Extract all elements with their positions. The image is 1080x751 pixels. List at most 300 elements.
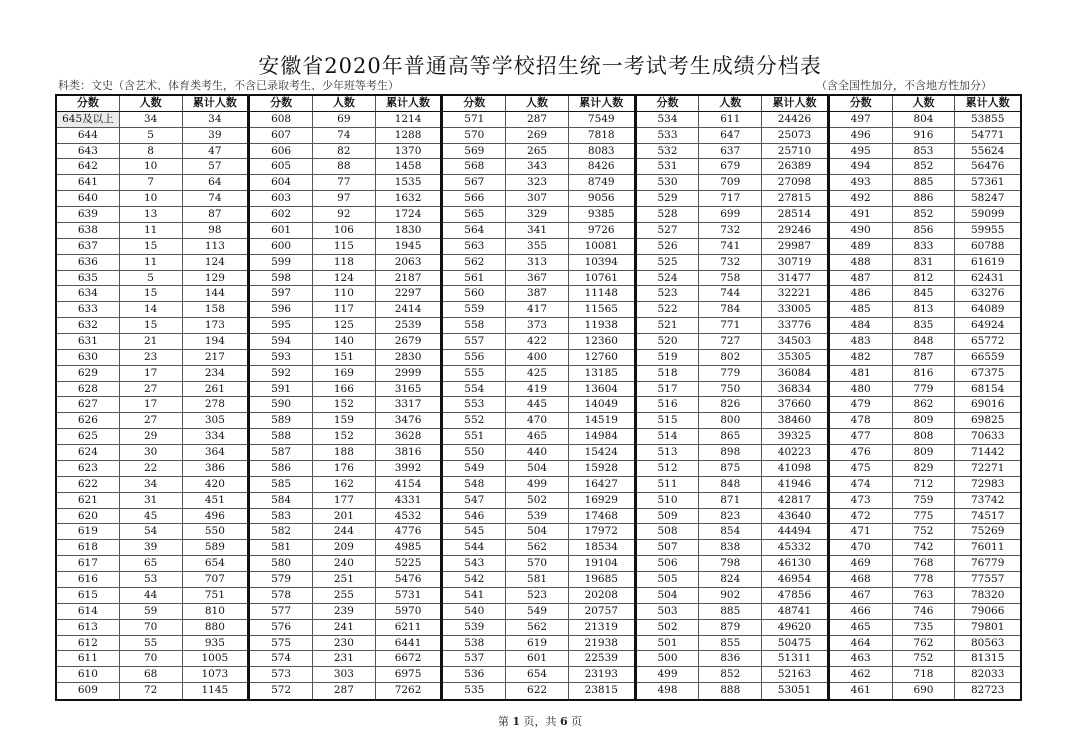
cumulative-cell: 4331 [376, 493, 441, 509]
count-cell: 152 [313, 397, 376, 413]
count-cell: 251 [313, 572, 376, 588]
score-cell: 511 [637, 477, 700, 493]
cumulative-cell: 59955 [955, 223, 1020, 239]
count-cell: 853 [893, 144, 956, 160]
score-cell: 512 [637, 461, 700, 477]
count-cell: 209 [313, 540, 376, 556]
score-cell: 527 [637, 223, 700, 239]
cumulative-cell: 19685 [569, 572, 634, 588]
score-cell: 628 [57, 382, 120, 398]
cumulative-cell: 24426 [762, 112, 827, 128]
count-cell: 718 [893, 667, 956, 683]
cumulative-cell: 79066 [955, 604, 1020, 620]
cumulative-cell: 71442 [955, 445, 1020, 461]
cumulative-cell: 5476 [376, 572, 441, 588]
cumulative-cell: 79801 [955, 620, 1020, 636]
cumulative-cell: 78320 [955, 588, 1020, 604]
cumulative-cell: 46130 [762, 556, 827, 572]
score-cell: 594 [250, 334, 313, 350]
count-cell: 152 [313, 429, 376, 445]
count-cell: 313 [506, 255, 569, 271]
count-cell: 177 [313, 493, 376, 509]
page-footer [0, 713, 1080, 729]
count-cell: 824 [699, 572, 762, 588]
cumulative-cell: 1632 [376, 191, 441, 207]
count-cell: 826 [699, 397, 762, 413]
count-cell: 852 [893, 159, 956, 175]
score-cell: 514 [637, 429, 700, 445]
count-cell: 717 [699, 191, 762, 207]
count-cell: 70 [120, 620, 183, 636]
count-cell: 329 [506, 207, 569, 223]
cumulative-cell: 73742 [955, 493, 1020, 509]
subtitle-row [58, 77, 1022, 93]
score-cell: 510 [637, 493, 700, 509]
cumulative-cell: 14519 [569, 413, 634, 429]
count-cell: 833 [893, 239, 956, 255]
score-cell: 577 [250, 604, 313, 620]
count-cell: 341 [506, 223, 569, 239]
score-cell: 464 [830, 636, 893, 652]
score-cell: 530 [637, 175, 700, 191]
count-cell: 10 [120, 191, 183, 207]
cumulative-cell: 76779 [955, 556, 1020, 572]
cumulative-cell: 1370 [376, 144, 441, 160]
count-cell: 422 [506, 334, 569, 350]
score-cell: 634 [57, 286, 120, 302]
count-cell: 601 [506, 651, 569, 667]
cumulative-cell: 51311 [762, 651, 827, 667]
cumulative-cell: 8426 [569, 159, 634, 175]
score-cell: 640 [57, 191, 120, 207]
count-cell: 307 [506, 191, 569, 207]
count-cell: 45 [120, 509, 183, 525]
score-cell: 466 [830, 604, 893, 620]
score-cell: 624 [57, 445, 120, 461]
count-cell: 732 [699, 223, 762, 239]
score-cell: 518 [637, 366, 700, 382]
cumulative-cell: 38460 [762, 413, 827, 429]
score-cell: 493 [830, 175, 893, 191]
score-cell: 491 [830, 207, 893, 223]
cumulative-cell: 2539 [376, 318, 441, 334]
score-cell: 607 [250, 128, 313, 144]
cumulative-cell: 66559 [955, 350, 1020, 366]
cumulative-cell: 5225 [376, 556, 441, 572]
count-cell: 176 [313, 461, 376, 477]
score-cell: 578 [250, 588, 313, 604]
score-cell: 621 [57, 493, 120, 509]
count-cell: 15 [120, 318, 183, 334]
score-cell: 608 [250, 112, 313, 128]
count-cell: 72 [120, 683, 183, 699]
count-cell: 829 [893, 461, 956, 477]
score-cell: 465 [830, 620, 893, 636]
score-cell: 609 [57, 683, 120, 699]
cumulative-cell: 9726 [569, 223, 634, 239]
cumulative-cell: 217 [183, 350, 248, 366]
count-cell: 741 [699, 239, 762, 255]
cumulative-cell: 49620 [762, 620, 827, 636]
cumulative-cell: 58247 [955, 191, 1020, 207]
cumulative-cell: 37660 [762, 397, 827, 413]
count-cell: 875 [699, 461, 762, 477]
cumulative-cell: 68154 [955, 382, 1020, 398]
score-cell: 564 [443, 223, 506, 239]
score-cell: 483 [830, 334, 893, 350]
score-distribution-table [55, 94, 1022, 701]
score-cell: 544 [443, 540, 506, 556]
column-header: 人数 [893, 96, 956, 112]
cumulative-cell: 1145 [201, 684, 229, 697]
cumulative-cell: 50475 [762, 636, 827, 652]
footer-mid: 页，共 [523, 715, 557, 728]
cumulative-cell: 1005 [183, 651, 248, 667]
score-cell: 610 [57, 667, 120, 683]
score-cell: 638 [57, 223, 120, 239]
score-cell: 501 [637, 636, 700, 652]
score-cell: 484 [830, 318, 893, 334]
count-cell: 343 [506, 159, 569, 175]
column-header: 人数 [699, 96, 762, 112]
score-cell: 507 [637, 540, 700, 556]
score-cell: 636 [57, 255, 120, 271]
score-cell: 549 [443, 461, 506, 477]
score-cell: 500 [637, 651, 700, 667]
score-cell: 471 [830, 524, 893, 540]
score-cell: 576 [250, 620, 313, 636]
score-cell: 517 [637, 382, 700, 398]
cumulative-cell: 4532 [376, 509, 441, 525]
score-cell: 486 [830, 286, 893, 302]
score-cell: 504 [637, 588, 700, 604]
score-cell: 462 [830, 667, 893, 683]
score-cell: 496 [830, 128, 893, 144]
cumulative-cell: 12360 [569, 334, 634, 350]
cumulative-cell: 23815 [584, 684, 618, 697]
count-cell: 97 [313, 191, 376, 207]
count-cell: 303 [313, 667, 376, 683]
count-cell: 8 [120, 144, 183, 160]
score-cell: 534 [637, 112, 700, 128]
score-cell: 595 [250, 318, 313, 334]
count-cell: 823 [699, 509, 762, 525]
category-note: 科类：文史（含艺术、体育类考生，不含已录取考生、少年班等考生） [58, 79, 399, 92]
score-cell: 482 [830, 350, 893, 366]
cumulative-cell: 80563 [955, 636, 1020, 652]
cumulative-cell: 65772 [955, 334, 1020, 350]
score-cell: 541 [443, 588, 506, 604]
cumulative-cell: 39325 [762, 429, 827, 445]
count-cell: 110 [313, 286, 376, 302]
count-cell: 7 [120, 175, 183, 191]
score-cell: 582 [250, 524, 313, 540]
cumulative-cell: 11938 [569, 318, 634, 334]
count-cell: 523 [506, 588, 569, 604]
score-cell: 490 [830, 223, 893, 239]
cumulative-cell: 5970 [376, 604, 441, 620]
cumulative-cell: 13185 [569, 366, 634, 382]
cumulative-cell: 3165 [376, 382, 441, 398]
count-cell: 802 [699, 350, 762, 366]
count-cell: 699 [699, 207, 762, 223]
cumulative-cell: 1288 [376, 128, 441, 144]
count-cell: 916 [893, 128, 956, 144]
count-cell: 5 [120, 128, 183, 144]
score-cell: 586 [250, 461, 313, 477]
cumulative-cell: 72271 [955, 461, 1020, 477]
cumulative-cell: 29246 [762, 223, 827, 239]
score-cell: 600 [250, 239, 313, 255]
score-cell: 589 [250, 413, 313, 429]
count-cell: 888 [699, 683, 762, 699]
cumulative-cell: 810 [183, 604, 248, 620]
cumulative-cell: 31477 [762, 271, 827, 287]
cumulative-cell: 21319 [569, 620, 634, 636]
cumulative-cell: 496 [183, 509, 248, 525]
count-cell: 570 [506, 556, 569, 572]
score-cell: 525 [637, 255, 700, 271]
count-cell: 768 [893, 556, 956, 572]
cumulative-cell: 1073 [183, 667, 248, 683]
score-cell: 620 [57, 509, 120, 525]
cumulative-cell: 56476 [955, 159, 1020, 175]
count-cell: 779 [699, 366, 762, 382]
score-cell: 495 [830, 144, 893, 160]
score-cell: 612 [57, 636, 120, 652]
score-cell: 467 [830, 588, 893, 604]
cumulative-cell: 15928 [569, 461, 634, 477]
cumulative-cell: 75269 [955, 524, 1020, 540]
count-cell: 65 [120, 556, 183, 572]
score-cell: 535 [443, 683, 506, 699]
score-cell: 613 [57, 620, 120, 636]
score-cell: 579 [250, 572, 313, 588]
count-cell: 140 [313, 334, 376, 350]
score-cell: 498 [637, 683, 700, 699]
count-cell: 746 [893, 604, 956, 620]
count-cell: 27 [120, 382, 183, 398]
count-cell: 752 [893, 524, 956, 540]
count-cell: 269 [506, 128, 569, 144]
score-cell: 513 [637, 445, 700, 461]
count-cell: 504 [506, 524, 569, 540]
cumulative-cell: 550 [183, 524, 248, 540]
cumulative-cell: 34 [183, 112, 248, 128]
count-cell: 549 [506, 604, 569, 620]
cumulative-cell: 41946 [762, 477, 827, 493]
count-cell: 151 [313, 350, 376, 366]
cumulative-cell: 60788 [955, 239, 1020, 255]
cumulative-cell: 16427 [569, 477, 634, 493]
score-cell: 625 [57, 429, 120, 445]
cumulative-cell: 589 [183, 540, 248, 556]
cumulative-cell: 278 [183, 397, 248, 413]
score-cell: 605 [250, 159, 313, 175]
score-cell: 581 [250, 540, 313, 556]
count-cell: 68 [120, 667, 183, 683]
count-cell: 124 [313, 271, 376, 287]
cumulative-cell: 5731 [376, 588, 441, 604]
cumulative-cell: 11565 [569, 302, 634, 318]
count-cell: 562 [506, 620, 569, 636]
score-cell: 622 [57, 477, 120, 493]
score-cell: 635 [57, 271, 120, 287]
count-cell: 855 [699, 636, 762, 652]
count-cell: 125 [313, 318, 376, 334]
score-cell: 546 [443, 509, 506, 525]
cumulative-cell: 12760 [569, 350, 634, 366]
count-cell: 39 [120, 540, 183, 556]
column-header: 累计人数 [183, 96, 248, 112]
score-cell: 641 [57, 175, 120, 191]
score-cell: 587 [250, 445, 313, 461]
count-cell: 287 [506, 112, 569, 128]
count-cell: 11 [120, 223, 183, 239]
cumulative-cell: 1535 [376, 175, 441, 191]
count-cell: 230 [313, 636, 376, 652]
cumulative-cell: 15424 [569, 445, 634, 461]
score-cell: 615 [57, 588, 120, 604]
column-header: 分数 [443, 96, 506, 112]
score-cell: 497 [830, 112, 893, 128]
score-cell: 590 [250, 397, 313, 413]
score-cell: 502 [637, 620, 700, 636]
count-cell: 265 [506, 144, 569, 160]
cumulative-cell: 17972 [569, 524, 634, 540]
score-cell: 588 [250, 429, 313, 445]
count-cell: 886 [893, 191, 956, 207]
count-cell: 798 [699, 556, 762, 572]
score-cell: 623 [57, 461, 120, 477]
cumulative-cell: 158 [183, 302, 248, 318]
cumulative-cell: 3476 [376, 413, 441, 429]
score-cell: 548 [443, 477, 506, 493]
count-cell: 162 [313, 477, 376, 493]
count-cell: 88 [313, 159, 376, 175]
page-title: 安徽省2020年普通高等学校招生统一考试考生成绩分档表 [258, 54, 822, 78]
count-cell: 240 [313, 556, 376, 572]
count-cell: 117 [313, 302, 376, 318]
cumulative-cell: 7818 [569, 128, 634, 144]
score-cell: 528 [637, 207, 700, 223]
count-cell: 70 [120, 651, 183, 667]
score-cell: 503 [637, 604, 700, 620]
cumulative-cell: 19104 [569, 556, 634, 572]
cumulative-cell: 39 [183, 128, 248, 144]
score-cell: 506 [637, 556, 700, 572]
cumulative-cell: 2063 [376, 255, 441, 271]
cumulative-cell: 14049 [569, 397, 634, 413]
score-cell: 547 [443, 493, 506, 509]
score-cell: 505 [637, 572, 700, 588]
count-cell: 118 [313, 255, 376, 271]
cumulative-cell: 751 [183, 588, 248, 604]
count-cell: 287 [313, 683, 376, 699]
score-cell: 571 [443, 112, 506, 128]
cumulative-cell: 21938 [569, 636, 634, 652]
cumulative-cell: 10081 [569, 239, 634, 255]
score-cell: 569 [443, 144, 506, 160]
count-cell: 808 [893, 429, 956, 445]
count-cell: 440 [506, 445, 569, 461]
score-cell: 573 [250, 667, 313, 683]
count-cell: 34 [120, 477, 183, 493]
count-cell: 885 [699, 604, 762, 620]
score-cell: 603 [250, 191, 313, 207]
score-cell: 568 [443, 159, 506, 175]
count-cell: 106 [313, 223, 376, 239]
count-cell: 637 [699, 144, 762, 160]
cumulative-cell: 69825 [955, 413, 1020, 429]
cumulative-cell: 9056 [569, 191, 634, 207]
score-cell: 475 [830, 461, 893, 477]
cumulative-cell: 935 [183, 636, 248, 652]
count-cell: 809 [893, 445, 956, 461]
score-cell: 469 [830, 556, 893, 572]
count-cell: 679 [699, 159, 762, 175]
cumulative-cell: 3628 [376, 429, 441, 445]
count-cell: 77 [313, 175, 376, 191]
count-cell: 400 [506, 350, 569, 366]
score-cell: 572 [250, 683, 313, 699]
score-cell: 633 [57, 302, 120, 318]
score-cell: 519 [637, 350, 700, 366]
score-cell: 619 [57, 524, 120, 540]
total-page-number: 6 [560, 715, 568, 728]
score-cell: 617 [57, 556, 120, 572]
score-cell: 629 [57, 366, 120, 382]
score-cell: 585 [250, 477, 313, 493]
count-cell: 778 [893, 572, 956, 588]
cumulative-cell: 44494 [762, 524, 827, 540]
count-cell: 10 [120, 159, 183, 175]
count-cell: 848 [699, 477, 762, 493]
score-cell: 540 [443, 604, 506, 620]
cumulative-cell: 48741 [762, 604, 827, 620]
score-cell: 566 [443, 191, 506, 207]
table-column-group [247, 96, 440, 699]
score-cell: 570 [443, 128, 506, 144]
table-column-group [440, 96, 633, 699]
score-cell: 487 [830, 271, 893, 287]
score-cell: 626 [57, 413, 120, 429]
count-cell: 239 [313, 604, 376, 620]
column-header: 分数 [250, 96, 313, 112]
score-cell: 642 [57, 159, 120, 175]
cumulative-cell: 14984 [569, 429, 634, 445]
cumulative-cell: 27815 [762, 191, 827, 207]
score-cell: 556 [443, 350, 506, 366]
cumulative-cell: 3992 [376, 461, 441, 477]
count-cell: 69 [313, 112, 376, 128]
count-cell: 562 [506, 540, 569, 556]
footer-suffix: 页 [571, 715, 583, 728]
cumulative-cell: 32221 [762, 286, 827, 302]
cumulative-cell: 2187 [376, 271, 441, 287]
table-column-group [827, 96, 1020, 699]
score-cell: 499 [637, 667, 700, 683]
cumulative-cell: 129 [183, 271, 248, 287]
score-cell: 515 [637, 413, 700, 429]
count-cell: 865 [699, 429, 762, 445]
score-cell: 521 [637, 318, 700, 334]
count-cell: 762 [893, 636, 956, 652]
score-cell: 639 [57, 207, 120, 223]
count-cell: 784 [699, 302, 762, 318]
cumulative-cell: 386 [183, 461, 248, 477]
score-cell: 563 [443, 239, 506, 255]
